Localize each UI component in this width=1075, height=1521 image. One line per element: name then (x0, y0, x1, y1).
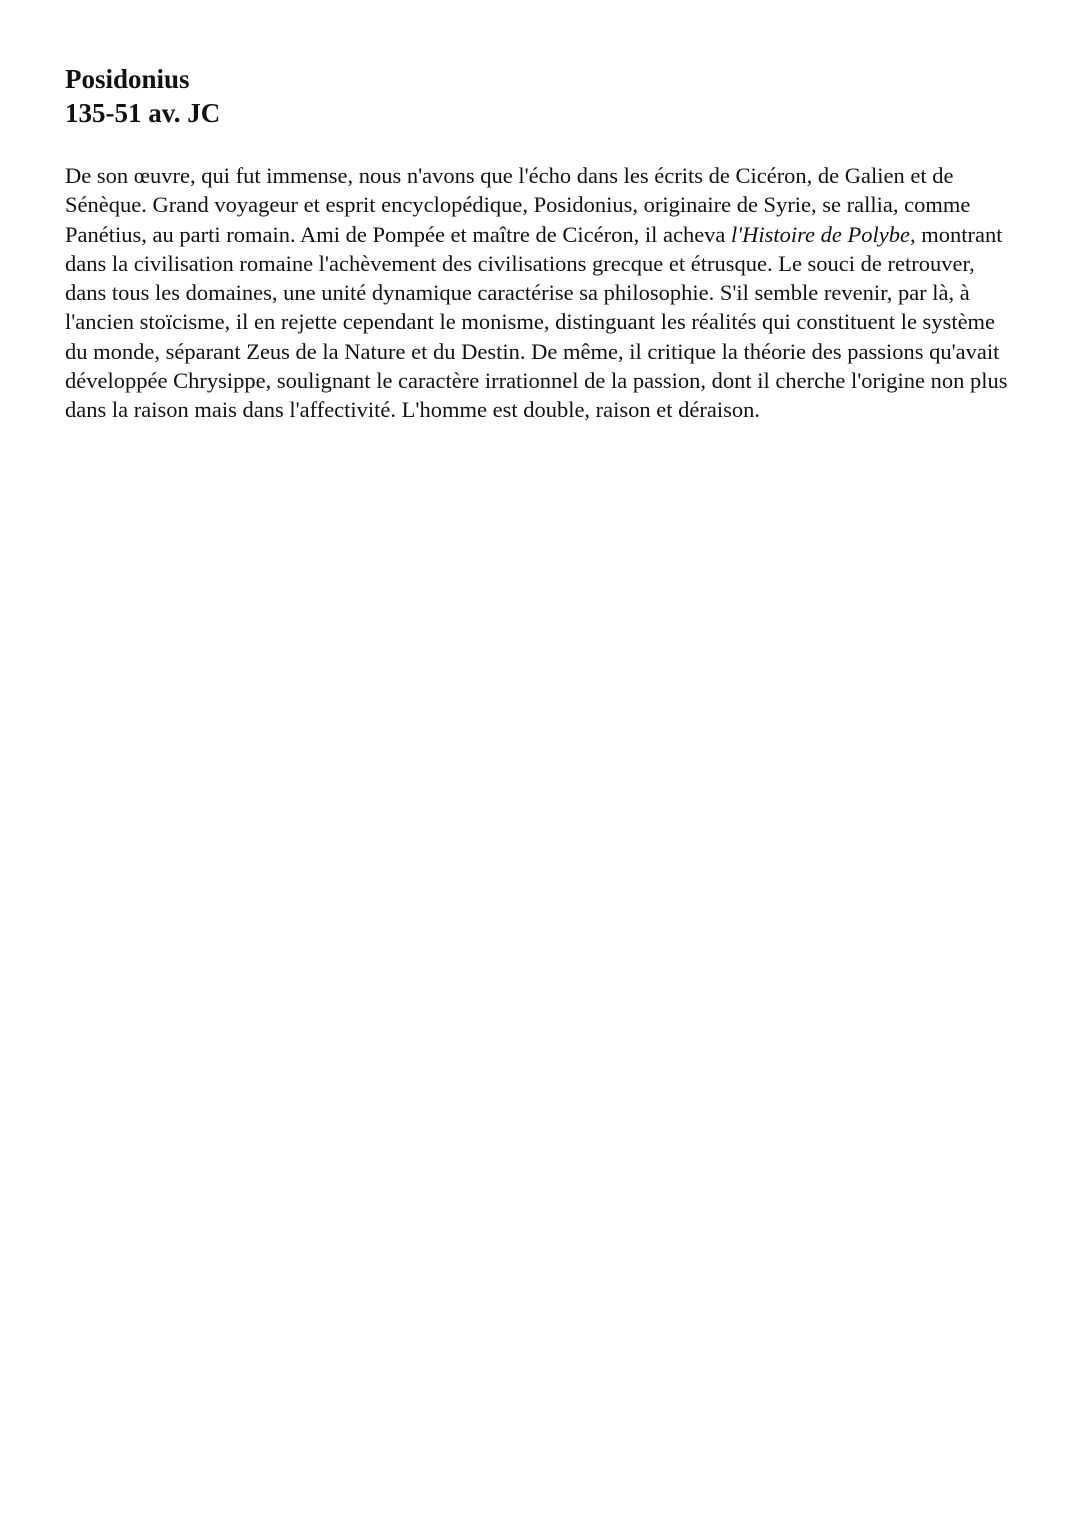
heading-block (65, 62, 1015, 130)
paragraph-text-end: , montrant dans la civilisation romaine l'achèvement des civilisations grecque et étrusque. Le souci de retrouver, dans tous les domaines, une unité dynamique caractérise sa philosophie. S'il semble revenir, par là, à l'ancien stoïcisme, il en rejette cependant le monisme, distinguant les réalités qui constituent le système du monde, séparant Zeus de la Nature et du Destin. De même, il critique la théorie des passions qu'avait développée Chrysippe, soulignant le caractère irrationnel de la passion, dont il cherche l'origine non plus dans la raison mais dans l'affectivité. L'homme est double, raison et déraison. (65, 221, 1008, 423)
document-page (65, 62, 1015, 447)
paragraph-text-start: De son œuvre, qui fut immense, nous n'avons que l'écho dans les écrits de Cicéron, de Galien et de Sénèque. Grand voyageur et esprit encyclopédique, Posidonius, originaire de Syrie, se rallia, comme Panétius, au parti romain. Ami de Pompée et maître de Cicéron, il acheva (65, 163, 971, 247)
book-title-italic: l'Histoire de Polybe (731, 221, 910, 247)
page-dates: 135-51 av. JC (65, 98, 221, 128)
page-title: Posidonius (65, 64, 190, 94)
body-paragraph (65, 161, 1015, 425)
